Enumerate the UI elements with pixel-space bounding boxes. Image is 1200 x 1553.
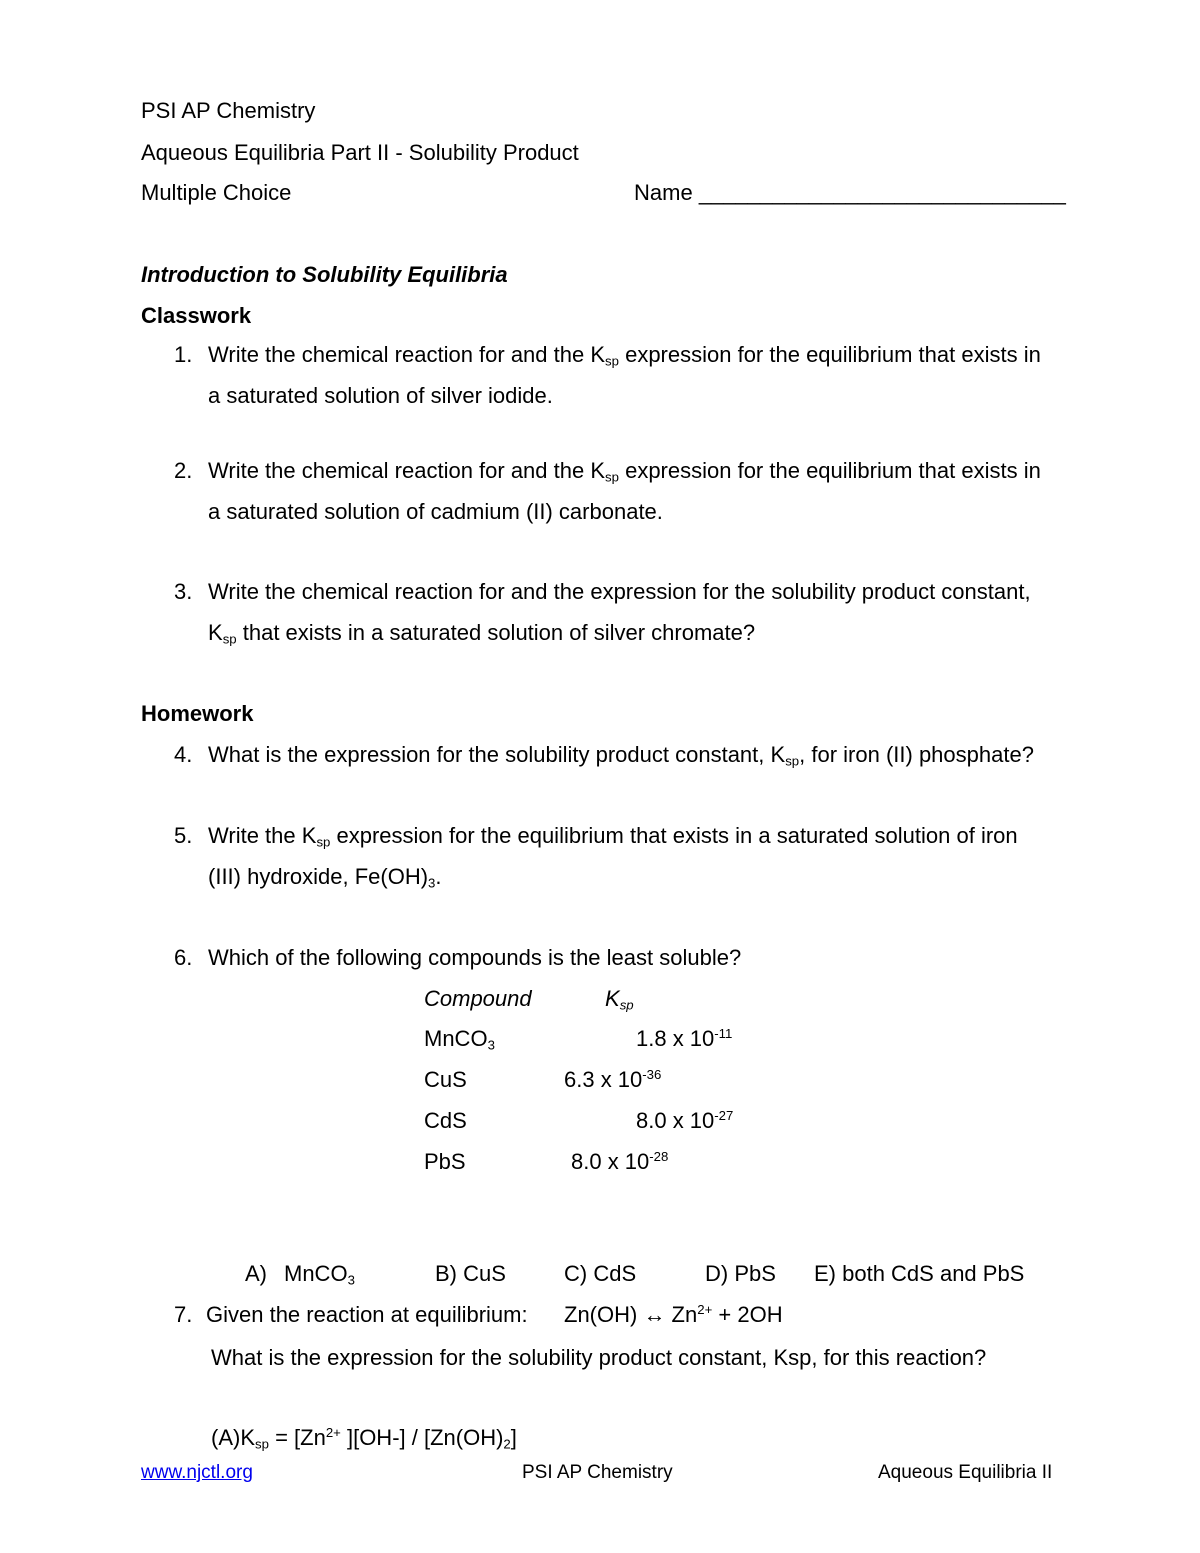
table-row-compound: PbS: [424, 1149, 466, 1174]
q7-number: 7.: [174, 1302, 193, 1327]
q6-text: Which of the following compounds is the least soluble?: [208, 945, 742, 970]
choice-a: A) MnCO$_3$: [245, 1261, 355, 1288]
table-row-ksp: 1.8 x $10^{-11}$: [636, 1026, 733, 1051]
q5-number: 5.: [174, 823, 193, 848]
q7-reaction: Zn(OH) ↔ $Zn^{2+} + 2OH$: [564, 1302, 783, 1327]
choice-b: B) CuS: [435, 1261, 506, 1286]
q7-question: What is the expression for the solubility product constant, Ksp, for this reaction?: [211, 1345, 987, 1370]
homework-heading: Homework: [141, 701, 254, 726]
ksp-symbol: $K_{sp}$: [770, 742, 800, 769]
name-field: [634, 179, 1066, 207]
q5-line1: Write the $K_{sp}$ expression for the equilibrium that exists in a saturated solution of iron: [208, 823, 1018, 850]
unit-title: Aqueous Equilibria Part II - Solubility Product: [141, 140, 579, 165]
table-row-compound: MnCO$_3$: [424, 1026, 495, 1053]
q7-choice-a: $(A)K_{sp} = [Zn^{2+}$ ]$[OH-] / [Zn(OH)_2]$: [211, 1425, 517, 1452]
q4-number: 4.: [174, 742, 193, 767]
q7-given: Given the reaction at equilibrium:: [206, 1302, 528, 1327]
worksheet-type: Multiple Choice: [141, 180, 292, 205]
choice-d: D) PbS: [705, 1261, 776, 1286]
footer-link[interactable]: www.njctl.org: [141, 1462, 253, 1483]
q1-line1: Write the chemical reaction for and the $K_{sp}$ expression for the equilibrium that exists in: [208, 342, 1041, 369]
q5-line2: (III) hydroxide, $Fe(OH)_3$.: [208, 864, 442, 891]
table-row-ksp: 6.3 x $10^{-36}$: [564, 1067, 662, 1092]
q3-number: 3.: [174, 579, 193, 604]
q6-number: 6.: [174, 945, 193, 970]
q2-line1: Write the chemical reaction for and the $K_{sp}$ expression for the equilibrium that exists in: [208, 458, 1041, 485]
q4-line1: What is the expression for the solubility product constant, $K_{sp}$, for iron (II) phosphate?: [208, 742, 1034, 769]
choice-c: C) CdS: [564, 1261, 637, 1286]
ksp-symbol: $K_{sp}$: [590, 458, 619, 485]
q1-line2: a saturated solution of silver iodide.: [208, 383, 553, 408]
ksp-symbol: $K_{sp}$: [301, 823, 331, 850]
table-row-ksp: 8.0 x $10^{-28}$: [571, 1149, 669, 1174]
q3-line1: Write the chemical reaction for and the expression for the solubility product constant,: [208, 579, 1031, 604]
footer-center: PSI AP Chemistry: [522, 1462, 673, 1483]
table-row-compound: CuS: [424, 1067, 467, 1092]
section-title: Introduction to Solubility Equilibria: [141, 262, 508, 287]
ksp-symbol: $K_{sp}$: [590, 342, 619, 369]
ksp-symbol: $K_{sp}$: [240, 1425, 269, 1452]
footer-right: Aqueous Equilibria II: [878, 1462, 1053, 1483]
q3-line2: $K_{sp}$ that exists in a saturated solution of silver chromate?: [208, 620, 756, 647]
course-title: PSI AP Chemistry: [141, 98, 316, 123]
classwork-heading: Classwork: [141, 303, 252, 328]
q1-number: 1.: [174, 342, 193, 367]
choice-e: E) both CdS and PbS: [814, 1261, 1025, 1286]
table-row-ksp: 8.0 x $10^{-27}$: [636, 1108, 734, 1133]
table-row-compound: CdS: [424, 1108, 467, 1133]
name-label: Name: [634, 180, 693, 205]
table-header-compound: Compound: [424, 986, 532, 1011]
name-blank: ______________________________: [698, 180, 1066, 205]
table-header-ksp: $K_{sp}$: [605, 986, 634, 1013]
q2-line2: a saturated solution of cadmium (II) carbonate.: [208, 499, 663, 524]
q2-number: 2.: [174, 458, 193, 483]
ksp-symbol: $K_{sp}$: [208, 620, 237, 647]
